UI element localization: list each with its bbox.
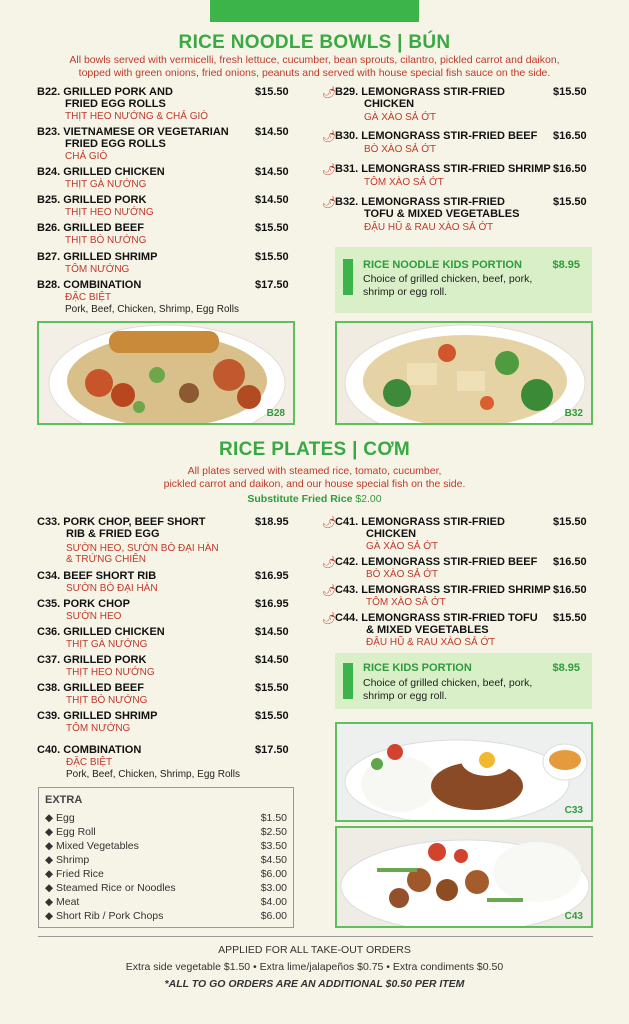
substitute-label: Substitute Fried Rice	[247, 493, 353, 505]
item-name: B27. GRILLED SHRIMP	[37, 251, 158, 263]
item-name: B31. LEMONGRASS STIR-FRIED SHRIMP	[335, 163, 551, 175]
item-price: $16.50	[553, 163, 587, 175]
menu-item-c40	[37, 744, 295, 784]
item-vietnamese-name-line-2: & TRỨNG CHIÊN	[66, 554, 147, 565]
diamond-bullet-icon: ◆	[45, 910, 54, 922]
item-price: $15.50	[255, 222, 289, 234]
item-vietnamese-name: THỊT GÀ NƯỚNG	[65, 179, 147, 190]
item-vietnamese-name: THỊT HEO NƯỚNG	[66, 667, 155, 678]
item-vietnamese-name: THỊT HEO NƯỚNG	[65, 207, 154, 218]
photo-tag: C43	[564, 911, 583, 922]
item-name: B22. GRILLED PORK AND	[37, 86, 173, 98]
diamond-bullet-icon: ◆	[45, 882, 54, 894]
header-accent-bar	[210, 0, 419, 22]
item-price: $14.50	[255, 194, 289, 206]
item-name: B25. GRILLED PORK	[37, 194, 147, 206]
item-price: $15.50	[255, 710, 289, 722]
menu-item-c36	[37, 626, 295, 652]
item-price: $16.50	[553, 130, 587, 142]
item-name: C38. GRILLED BEEF	[37, 682, 144, 694]
chili-pepper-icon: 🌶	[322, 131, 336, 143]
item-vietnamese-name: THỊT BÒ NƯỚNG	[66, 695, 148, 706]
diamond-bullet-icon: ◆	[45, 826, 54, 838]
menu-item-c39	[37, 710, 295, 736]
item-vietnamese-name: GÀ XÀO SẢ ỚT	[364, 112, 436, 123]
item-name: C39. GRILLED SHRIMP	[37, 710, 158, 722]
chili-pepper-icon: 🌶	[322, 197, 336, 209]
extra-name: Fried Rice	[56, 868, 104, 880]
item-vietnamese-name: BÒ XÀO SẢ ỚT	[366, 569, 438, 580]
menu-item-c33	[37, 516, 295, 566]
item-price: $15.50	[553, 196, 587, 208]
menu-item-c37	[37, 654, 295, 680]
dish-photo-c33	[335, 722, 593, 822]
item-price: $17.50	[255, 279, 289, 291]
item-vietnamese-name: ĐẶC BIỆT	[65, 292, 112, 303]
item-name: C33. PORK CHOP, BEEF SHORT	[37, 516, 206, 528]
menu-item-b30	[335, 130, 595, 156]
extra-name: Mixed Vegetables	[56, 840, 139, 852]
menu-item-c34	[37, 570, 295, 596]
photo-tag: B32	[564, 408, 583, 419]
kids-description: Choice of grilled chicken, beef, pork, shrimp or egg roll.	[363, 677, 533, 702]
item-name: C36. GRILLED CHICKEN	[37, 626, 165, 638]
rice-section-title: RICE PLATES | CƠM	[219, 439, 410, 460]
item-name: B26. GRILLED BEEF	[37, 222, 144, 234]
item-price: $16.95	[255, 598, 289, 610]
kids-accent-bar	[343, 663, 353, 699]
rice-intro-line-2: pickled carrot and daikon, and our house special fish on the side.	[163, 478, 466, 490]
rice-intro-line-1: All plates served with steamed rice, tomato, cucumber,	[187, 465, 442, 477]
chili-pepper-icon: 🌶	[322, 613, 336, 625]
item-vietnamese-name: CHẢ GIÒ	[65, 151, 108, 162]
item-vietnamese-name: BÒ XÀO SẢ ỚT	[364, 144, 436, 155]
item-price: $15.50	[553, 86, 587, 98]
item-name: B28. COMBINATION	[37, 279, 142, 291]
extra-name: Steamed Rice or Noodles	[56, 882, 176, 894]
extra-name: Egg	[56, 812, 75, 824]
menu-item-c35	[37, 598, 295, 624]
noodle-kids-portion-box	[335, 247, 592, 313]
dish-photo-c43	[335, 826, 593, 928]
item-vietnamese-name: THỊT GÀ NƯỚNG	[66, 639, 148, 650]
extra-name: Short Rib / Pork Chops	[56, 910, 164, 922]
item-name-line-2: FRIED EGG ROLLS	[65, 138, 166, 150]
extra-price: $4.50	[260, 854, 287, 866]
item-name: C41. LEMONGRASS STIR-FRIED	[335, 516, 505, 528]
item-vietnamese-name: THỊT HEO NƯỚNG & CHẢ GIÒ	[65, 111, 209, 122]
diamond-bullet-icon: ◆	[45, 854, 54, 866]
item-vietnamese-name: TÔM XÀO SẢ ỚT	[364, 177, 444, 188]
extra-box	[38, 787, 294, 928]
item-name: C42. LEMONGRASS STIR-FRIED BEEF	[335, 556, 538, 568]
kids-accent-bar	[343, 259, 353, 295]
item-name: B29. LEMONGRASS STIR-FRIED	[335, 86, 505, 98]
item-price: $15.50	[255, 251, 289, 263]
substitute-price: $2.00	[355, 493, 382, 505]
item-name: C37. GRILLED PORK	[37, 654, 147, 666]
menu-item-b25	[37, 194, 295, 220]
takeout-heading: APPLIED FOR ALL TAKE-OUT ORDERS	[218, 944, 411, 956]
item-price: $15.50	[255, 682, 289, 694]
item-price: $18.95	[255, 516, 289, 528]
item-vietnamese-name: ĐẶC BIỆT	[66, 757, 113, 768]
item-vietnamese-name: SƯỜN HEO, SƯỜN BÒ ĐẠI HÀN	[66, 543, 219, 554]
diamond-bullet-icon: ◆	[45, 896, 54, 908]
item-name: C34. BEEF SHORT RIB	[37, 570, 157, 582]
item-name: C43. LEMONGRASS STIR-FRIED SHRIMP	[335, 584, 551, 596]
item-vietnamese-name: THỊT BÒ NƯỚNG	[65, 235, 147, 246]
item-price: $14.50	[255, 654, 289, 666]
menu-item-b27	[37, 251, 295, 277]
menu-item-c43	[335, 584, 595, 610]
item-description: Pork, Beef, Chicken, Shrimp, Egg Rolls	[66, 769, 240, 780]
menu-item-b32	[335, 196, 595, 234]
item-price: $14.50	[255, 626, 289, 638]
extra-price: $6.00	[260, 868, 287, 880]
item-name-line-2: CHICKEN	[364, 98, 415, 110]
item-vietnamese-name: SƯỜN HEO	[66, 611, 122, 622]
extra-price: $3.50	[260, 840, 287, 852]
photo-tag: C33	[564, 805, 583, 816]
chili-pepper-icon: 🌶	[322, 557, 336, 569]
takeout-note: *ALL TO GO ORDERS ARE AN ADDITIONAL $0.50 PER ITEM	[164, 978, 465, 990]
chili-pepper-icon: 🌶	[322, 87, 336, 99]
extra-price: $6.00	[260, 910, 287, 922]
extra-price: $3.00	[260, 882, 287, 894]
item-vietnamese-name: TÔM NƯỚNG	[66, 723, 131, 734]
item-price: $16.95	[255, 570, 289, 582]
noodle-section-title: RICE NOODLE BOWLS | BÚN	[178, 32, 451, 53]
kids-title: RICE KIDS PORTION	[363, 662, 472, 674]
item-price: $15.50	[553, 612, 587, 624]
extra-name: Meat	[56, 896, 80, 908]
diamond-bullet-icon: ◆	[45, 840, 54, 852]
kids-description: Choice of grilled chicken, beef, pork, shrimp or egg roll.	[363, 273, 533, 298]
kids-title: RICE NOODLE KIDS PORTION	[363, 259, 522, 271]
menu-item-b23	[37, 126, 295, 162]
menu-item-b29	[335, 86, 595, 122]
menu-item-b24	[37, 166, 295, 192]
item-name: B32. LEMONGRASS STIR-FRIED	[335, 196, 505, 208]
chili-pepper-icon: 🌶	[322, 164, 336, 176]
item-name-line-2: CHICKEN	[366, 528, 417, 540]
takeout-charges: Extra side vegetable $1.50 • Extra lime/jalapeños $0.75 • Extra condiments $0.50	[125, 961, 504, 973]
menu-item-c38	[37, 682, 295, 708]
item-name: B23. VIETNAMESE OR VEGETARIAN	[37, 126, 229, 138]
rice-kids-portion-box	[335, 653, 592, 709]
item-vietnamese-name: TÔM XÀO SẢ ỚT	[366, 597, 446, 608]
item-price: $16.50	[553, 556, 587, 568]
item-price: $15.50	[255, 86, 289, 98]
menu-item-b22	[37, 86, 295, 122]
item-description: Pork, Beef, Chicken, Shrimp, Egg Rolls	[65, 304, 239, 315]
item-name-line-2: & MIXED VEGETABLES	[366, 624, 489, 636]
item-vietnamese-name: ĐẬU HŨ & RAU XÀO SẢ ỚT	[366, 637, 496, 648]
diamond-bullet-icon: ◆	[45, 812, 54, 824]
diamond-bullet-icon: ◆	[45, 868, 54, 880]
kids-price: $8.95	[552, 259, 580, 271]
item-name: C44. LEMONGRASS STIR-FRIED TOFU	[335, 612, 538, 624]
extra-title: EXTRA	[45, 794, 83, 806]
menu-item-c41	[335, 516, 595, 552]
item-vietnamese-name: ĐẬU HŨ & RAU XÀO SẢ ỚT	[364, 222, 494, 233]
item-vietnamese-name: SƯỜN BÒ ĐẠI HÀN	[66, 583, 158, 594]
menu-item-b31	[335, 163, 595, 189]
dish-photo-b28	[37, 321, 295, 425]
menu-item-b26	[37, 222, 295, 248]
noodle-intro-line-2: topped with green onions, fried onions, peanuts and served with house special fish sauce on the side.	[78, 67, 551, 79]
chili-pepper-icon: 🌶	[322, 585, 336, 597]
item-name: C35. PORK CHOP	[37, 598, 130, 610]
item-vietnamese-name: GÀ XÀO SẢ ỚT	[366, 541, 438, 552]
item-price: $15.50	[553, 516, 587, 528]
item-name: C40. COMBINATION	[37, 744, 142, 756]
item-name-line-2: RIB & FRIED EGG	[66, 528, 160, 540]
extra-price: $1.50	[260, 812, 287, 824]
extra-price: $4.00	[260, 896, 287, 908]
item-price: $16.50	[553, 584, 587, 596]
menu-item-c44	[335, 612, 595, 650]
kids-price: $8.95	[552, 662, 580, 674]
item-name-line-2: TOFU & MIXED VEGETABLES	[364, 208, 520, 220]
noodle-intro-line-1: All bowls served with vermicelli, fresh lettuce, cucumber, bean sprouts, cilantro, pickled carrot and daikon,	[69, 54, 560, 66]
extra-name: Egg Roll	[56, 826, 96, 838]
menu-item-c42	[335, 556, 595, 582]
dish-photo-b32	[335, 321, 593, 425]
footer-divider	[38, 936, 593, 937]
item-vietnamese-name: TÔM NƯỚNG	[65, 264, 130, 275]
extra-name: Shrimp	[56, 854, 90, 866]
chili-pepper-icon: 🌶	[322, 517, 336, 529]
extra-price: $2.50	[260, 826, 287, 838]
substitute-fried-rice	[0, 493, 629, 505]
item-name-line-2: FRIED EGG ROLLS	[65, 98, 166, 110]
menu-item-b28	[37, 279, 295, 317]
item-price: $14.50	[255, 126, 289, 138]
item-name: B30. LEMONGRASS STIR-FRIED BEEF	[335, 130, 538, 142]
photo-tag: B28	[266, 408, 285, 419]
item-price: $14.50	[255, 166, 289, 178]
item-name: B24. GRILLED CHICKEN	[37, 166, 165, 178]
item-price: $17.50	[255, 744, 289, 756]
